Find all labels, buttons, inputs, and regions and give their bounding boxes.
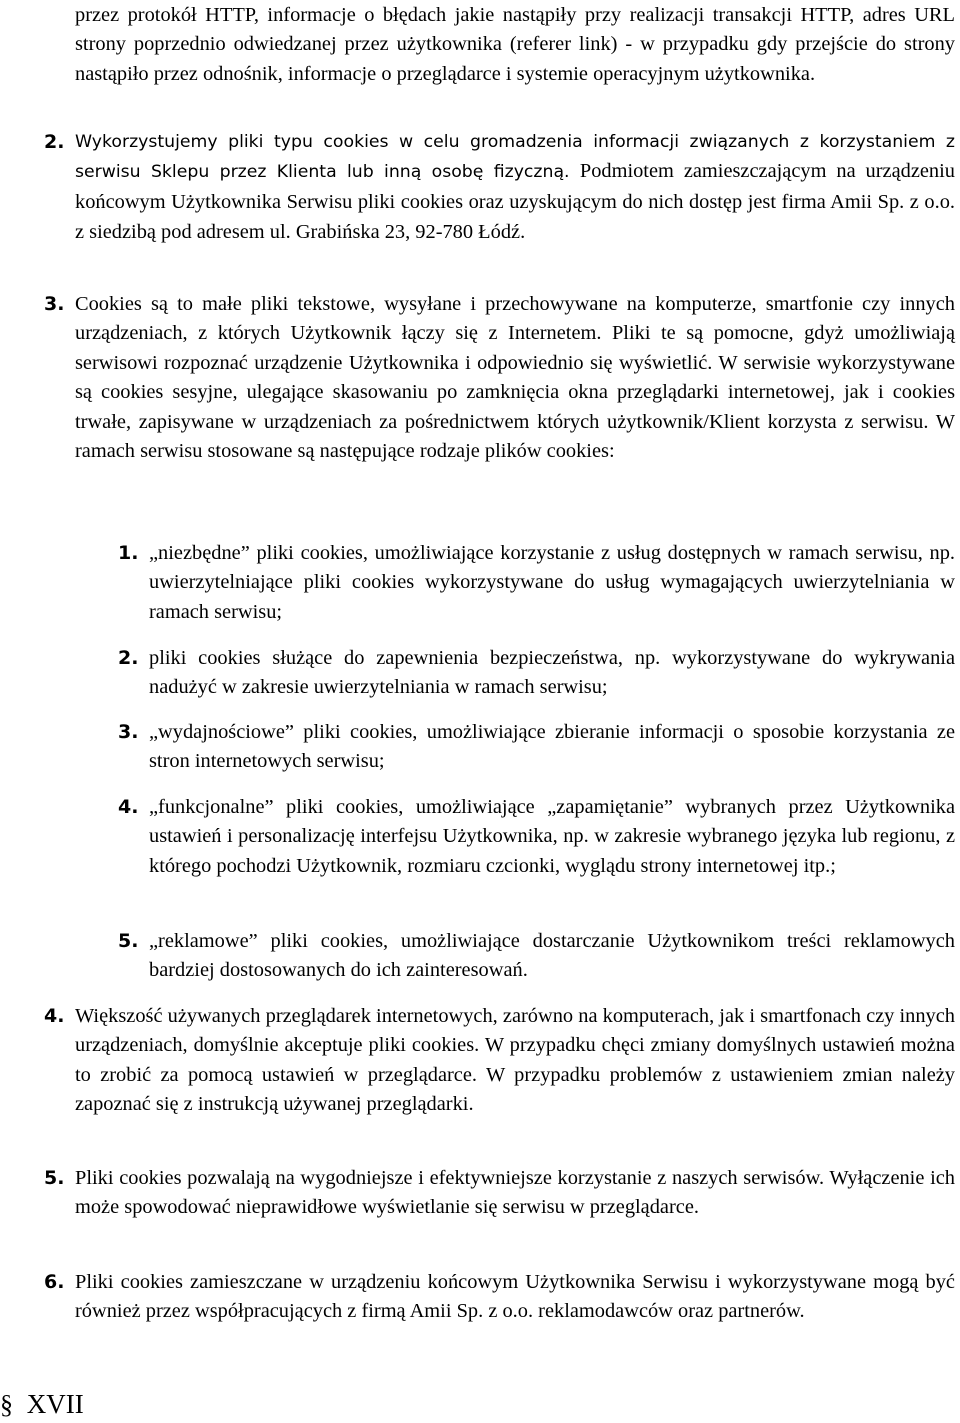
section-3-text-cont: W serwisie wykorzystywane są cookies sesyjne, ulegające skasowaniu po zamknięcia okna przeglądarki internetowej, jak i cookies trwałe, zapisywane w urządzeniach za pośrednictwem których użytkownik/Klient korzysta z serwisu. W ramach serwisu stosowane są następujące rodzaje plików cookies: (75, 351, 955, 463)
section-6-paragraph: Pliki cookies zamieszczane w urządzeniu końcowym Użytkownika Serwisu i wykorzystywane mogą być również przez współpracujących z firmą Amii Sp. z o.o. reklamodawców oraz partnerów. (75, 1271, 955, 1323)
section-2-text-a: Wykorzystujemy pliki typu cookies w celu gromadzenia informacji związanych z korzystaniem z serwisu Sklepu przez Klienta lub inną osobę fizyczną. (75, 132, 955, 183)
section-2-text-b: Podmiotem zamieszczającym na urządzeniu końcowym Użytkownika Serwisu pliki cookies oraz uzyskującym do nich dostęp jest firma Amii Sp. z o.o. z siedzibą pod adresem ul. Grabińska 23, 92-780 Łódź. (75, 160, 955, 244)
section-5-number: 5. (44, 1167, 65, 1189)
section-4-number: 4. (44, 1005, 65, 1027)
cookie-type-4-number: 4. (118, 796, 139, 818)
cookie-type-5-number: 5. (118, 930, 139, 952)
cookie-type-5-text: „reklamowe” pliki cookies, umożliwiające dostarczanie Użytkownikom treści reklamowych bardziej dostosowanych do ich zainteresowań. (149, 930, 955, 982)
section-2-number: 2. (44, 131, 65, 153)
section-6-number: 6. (44, 1271, 65, 1293)
cookie-type-2-number: 2. (118, 647, 139, 669)
section-4-paragraph: Większość używanych przeglądarek internetowych, zarówno na komputerach, jak i smartfonach czy innych urządzeniach, domyślnie akceptuje pliki cookies. W przypadku chęci zmiany domyślnych ustawień można to zrobić za pomocą ustawień w przeglądarce. W przypadku problemów z ustawieniem zmian należy zapoznać się z instrukcją używanej przeglądarki. (75, 1005, 955, 1116)
section-3-paragraph (75, 290, 955, 466)
intro-paragraph: przez protokół HTTP, informacje o błędach jakie nastąpiły przy realizacji transakcji HTTP, adres URL strony poprzednio odwiedzanej przez użytkownika (referer link) - w przypadku gdy przejście do strony nastąpiło przez odnośnik, informacje o przeglądarce i systemie operacyjnym użytkownika. (75, 4, 955, 85)
section-sign: § (0, 1390, 13, 1419)
section-3-text: Cookies są to małe pliki tekstowe, wysyłane i przechowywane na komputerze, smartfonie czy innych urządzeniach, z których Użytkownik łączy się z Internetem. Pliki te są pomocne, gdyż umożliwiają serwisowi rozpoznać urządzenie Użytkownika i odpowiednio się wyświetlić. (75, 293, 955, 374)
cookie-type-3-number: 3. (118, 721, 139, 743)
cookie-type-3-text: „wydajnościowe” pliki cookies, umożliwiające zbieranie informacji o sposobie korzystania ze stron internetowych serwisu; (149, 721, 955, 773)
chapter-heading (0, 1386, 120, 1422)
cookie-type-1-number: 1. (118, 542, 139, 564)
section-3-number: 3. (44, 293, 65, 315)
cookie-type-1-text: „niezbędne” pliki cookies, umożliwiające korzystanie z usług dostępnych w ramach serwisu, np. uwierzytelniające pliki cookies wykorzystywane do usług wymagających uwierzytelniania w ramach serwisu; (149, 542, 955, 623)
section-5-paragraph: Pliki cookies pozwalają na wygodniejsze i efektywniejsze korzystanie z naszych serwisów. Wyłączenie ich może spowodować nieprawidłowe wyświetlanie się serwisu w przeglądarce. (75, 1167, 955, 1219)
section-2-paragraph (75, 128, 955, 249)
cookie-type-2-text: pliki cookies służące do zapewnienia bezpieczeństwa, np. wykorzystywane do wykrywania nadużyć w zakresie uwierzytelniania w ramach serwisu; (149, 647, 955, 699)
cookie-type-4-text: „funkcjonalne” pliki cookies, umożliwiające „zapamiętanie” wybranych przez Użytkownika ustawień i personalizację interfejsu Użytkownika, np. w zakresie wybranego języka lub regionu, z którego pochodzi Użytkownik, rozmiaru czcionki, wyglądu strony internetowej itp.; (149, 796, 955, 877)
chapter-number: XVII (26, 1389, 84, 1419)
